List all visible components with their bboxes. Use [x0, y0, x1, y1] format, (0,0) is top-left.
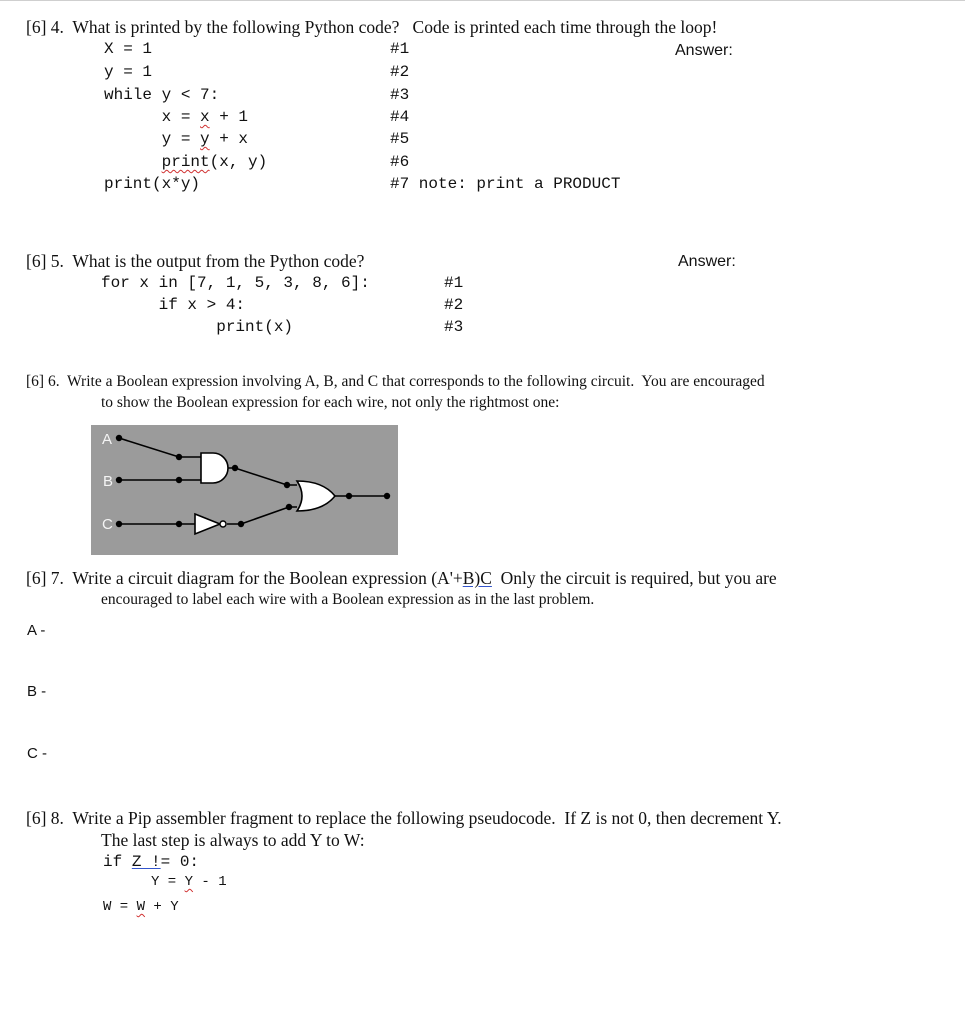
code-text: (x, y)	[209, 153, 268, 171]
q5-code-comment: #3	[444, 318, 464, 336]
q8-code-var-w: W	[136, 899, 146, 915]
q5-code-line: print(x)	[101, 318, 294, 336]
q4-code-line	[104, 63, 152, 81]
q8-code-line-2	[151, 874, 227, 890]
junction-dot	[116, 521, 122, 527]
q8-code-condition-end: = 0:	[160, 853, 200, 871]
q4-code-line	[104, 130, 248, 148]
q4-code-line	[104, 175, 200, 193]
q5-code-comment: #1	[444, 274, 464, 292]
q8-code-assign-w: W =	[103, 899, 137, 915]
q8-code-add-y: + Y	[145, 899, 179, 915]
code-flagged-text: y	[200, 130, 210, 148]
q8-code-if-keyword: if	[103, 853, 132, 871]
q4-code-comment: #1	[390, 40, 410, 58]
q7-label-a: A -	[27, 622, 46, 639]
q4-code-comment: #6	[390, 153, 410, 171]
junction-dot	[232, 465, 238, 471]
code-flagged-text: print	[161, 153, 210, 171]
q6-heading-line2: to show the Boolean expression for each wire, not only the rightmost one:	[101, 394, 560, 411]
q4-answer-label: Answer:	[675, 42, 733, 59]
junction-dot	[346, 493, 352, 499]
q6-heading: [6] 6. Write a Boolean expression involving A, B, and C that corresponds to the following circuit. You are encouraged	[26, 373, 765, 390]
not-gate-bubble	[220, 521, 226, 527]
q4-code-line	[104, 40, 152, 58]
q8-heading-line2: The last step is always to add Y to W:	[101, 830, 365, 850]
junction-dot	[176, 477, 182, 483]
q4-code-comment: #4	[390, 108, 410, 126]
q4-code-comment: #3	[390, 86, 410, 104]
code-text: y =	[104, 130, 201, 148]
q8-heading: [6] 8. Write a Pip assembler fragment to replace the following pseudocode. If Z is not 0, then decrement Y.	[26, 808, 782, 828]
circuit-label-b: B	[103, 473, 114, 490]
junction-dot	[238, 521, 244, 527]
code-text: while y < 7:	[104, 86, 220, 104]
code-text: + 1	[209, 108, 249, 126]
code-text: print(x*y)	[104, 175, 201, 193]
circuit-diagram	[91, 425, 398, 555]
q8-code-line-3	[103, 899, 179, 915]
circuit-label-c: C	[102, 516, 113, 533]
q5-heading: [6] 5. What is the output from the Python code?	[26, 251, 365, 271]
q8-code-condition: Z !	[131, 853, 161, 871]
q8-code-decrement: - 1	[193, 874, 227, 890]
q5-code-line: if x > 4:	[101, 296, 246, 314]
code-text	[104, 153, 162, 171]
q5-answer-label: Answer:	[678, 253, 736, 270]
q7-label-b: B -	[27, 683, 47, 700]
and-gate	[201, 453, 228, 483]
q4-code-line	[104, 108, 248, 126]
junction-dot	[176, 521, 182, 527]
circuit-label-a: A	[102, 431, 113, 448]
code-text: X = 1	[104, 40, 153, 58]
q4-code-comment: #5	[390, 130, 410, 148]
q7-heading	[26, 568, 777, 589]
q5-code-comment: #2	[444, 296, 464, 314]
code-text: + x	[209, 130, 249, 148]
q5-code-line: for x in [7, 1, 5, 3, 8, 6]:	[101, 274, 370, 292]
q8-code-var-y: Y	[184, 874, 194, 890]
q4-code-comment: #7 note: print a PRODUCT	[390, 175, 621, 193]
q4-heading: [6] 4. What is printed by the following Python code? Code is printed each time through the loop!	[26, 17, 718, 37]
code-text: x =	[104, 108, 201, 126]
q7-heading-expression: B)C	[462, 568, 492, 588]
junction-dot	[176, 454, 182, 460]
top-rule	[0, 0, 965, 1]
q7-heading-start: [6] 7. Write a circuit diagram for the Boolean expression (A'+	[26, 568, 463, 588]
q7-heading-line2: encouraged to label each wire with a Boolean expression as in the last problem.	[101, 591, 595, 608]
q4-code-comment: #2	[390, 63, 410, 81]
junction-dot	[286, 504, 292, 510]
junction-dot	[116, 435, 122, 441]
q7-heading-end: Only the circuit is required, but you are	[491, 568, 777, 588]
q8-code-line-1	[103, 853, 199, 871]
q7-label-c: C -	[27, 745, 47, 762]
junction-dot	[284, 482, 290, 488]
q4-code-line	[104, 86, 219, 104]
junction-dot	[384, 493, 390, 499]
code-flagged-text: x	[200, 108, 210, 126]
junction-dot	[116, 477, 122, 483]
q4-code-line	[104, 153, 267, 171]
code-text: y = 1	[104, 63, 153, 81]
q8-code-assign: Y =	[151, 874, 185, 890]
